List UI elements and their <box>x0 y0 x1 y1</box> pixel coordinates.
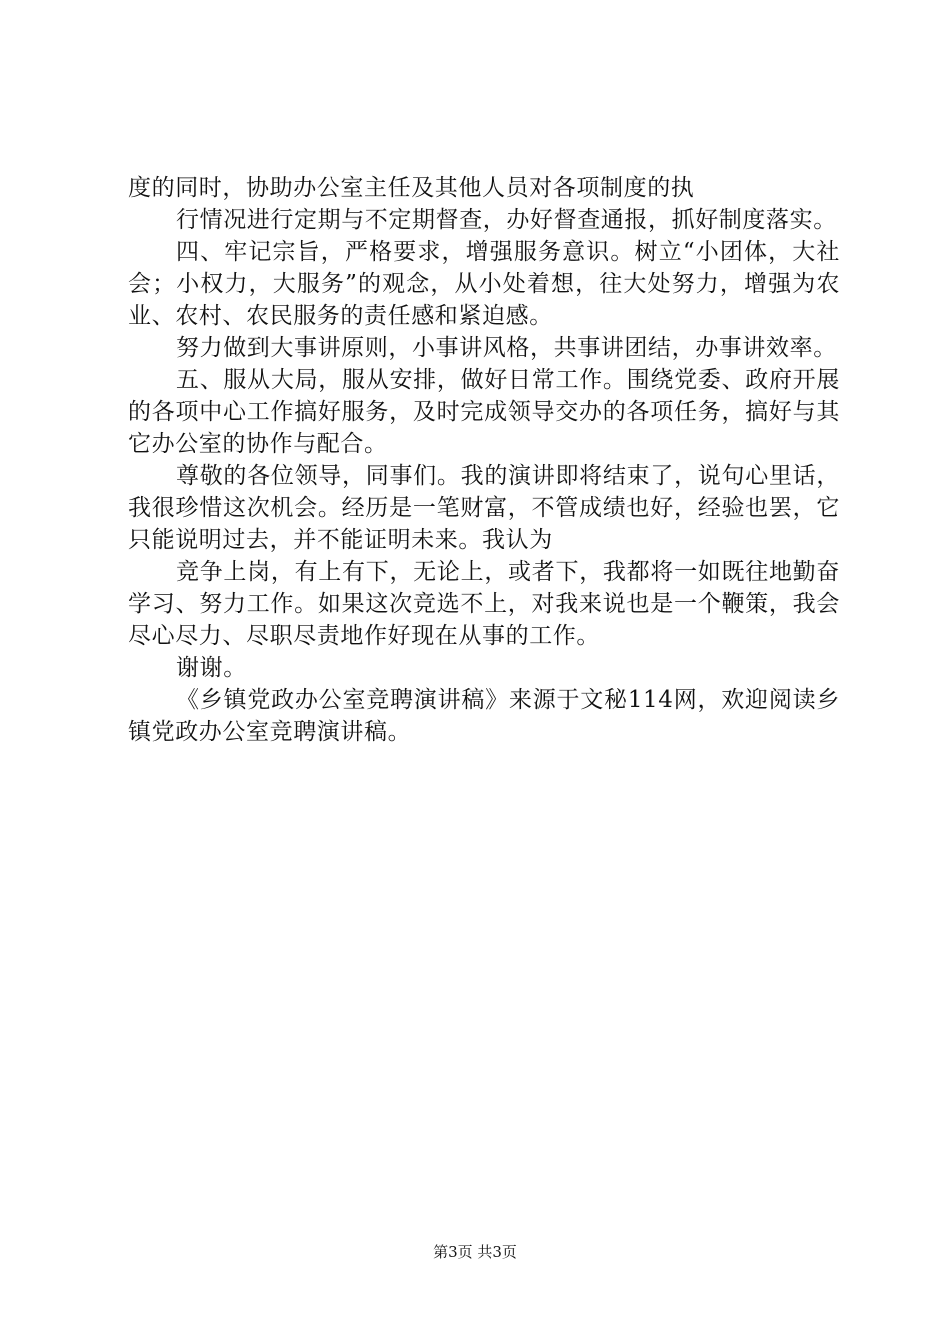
paragraph-4: 努力做到大事讲原则，小事讲风格，共事讲团结，办事讲效率。 <box>176 335 837 361</box>
paragraph-7: 竞争上岗，有上有下，无论上，或者下，我都将一如既往地勤奋学习、努力工作。如果这次竞选不上，对我来说也是一个鞭策，我会尽心尽力、尽职尽责地作好现在从事的工作。 <box>128 559 840 649</box>
paragraph-1: 度的同时，协助办公室主任及其他人员对各项制度的执 <box>128 175 695 201</box>
paragraph-2: 行情况进行定期与不定期督查，办好督查通报，抓好制度落实。 <box>176 207 837 233</box>
paragraph-3: 四、牢记宗旨，严格要求，增强服务意识。树立“小团体，大社会；小权力，大服务”的观念，从小处着想，往大处努力，增强为农业、农村、农民服务的责任感和紧迫感。 <box>128 239 840 329</box>
document-body <box>128 172 840 748</box>
paragraph-9: 《乡镇党政办公室竞聘演讲稿》来源于文秘114网，欢迎阅读乡镇党政办公室竞聘演讲稿。 <box>128 687 840 745</box>
paragraph-6: 尊敬的各位领导，同事们。我的演讲即将结束了，说句心里话，我很珍惜这次机会。经历是一笔财富，不管成绩也好，经验也罢，它只能说明过去，并不能证明未来。我认为 <box>128 463 840 553</box>
paragraph-5: 五、服从大局，服从安排，做好日常工作。围绕党委、政府开展的各项中心工作搞好服务，及时完成领导交办的各项任务，搞好与其它办公室的协作与配合。 <box>128 367 840 457</box>
paragraph-8: 谢谢。 <box>176 655 247 681</box>
page-number-footer: 第3页 共3页 <box>433 1243 517 1261</box>
